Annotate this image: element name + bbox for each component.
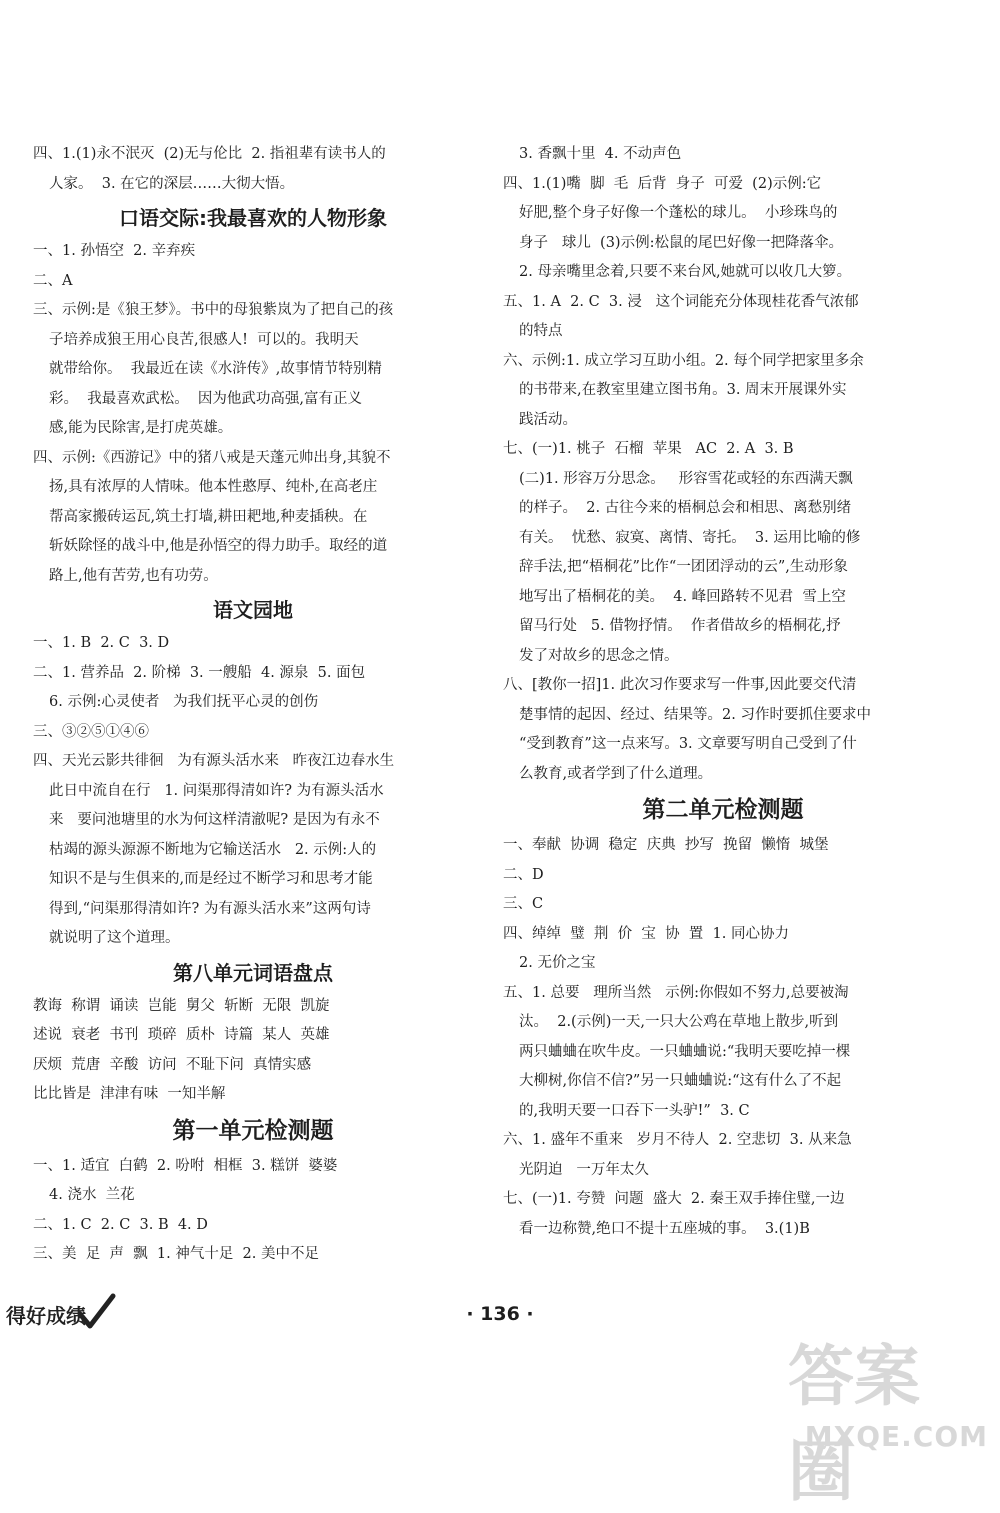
page-number: · 136 · [466,1303,534,1325]
answer-line: 一、1. B 2. C 3. D [33,635,170,651]
checkmark-icon [76,1292,116,1332]
answer-line: 二、1. 营养品 2. 阶梯 3. 一艘船 4. 源泉 5. 面包 [33,664,366,681]
section-heading: 第二单元检测题 [642,797,804,823]
answer-line: 四、1.(1)嘴 脚 毛 后背 身子 可爱 (2)示例:它 [503,175,822,192]
answer-line: 的书带来,在教室里建立图书角。3. 周末开展课外实 [519,382,847,398]
answer-line: 就带给你。 我最近在读《水浒传》,故事情节特别精 [49,361,382,377]
answer-line: 三、美 足 声 飘 1. 神气十足 2. 美中不足 [33,1246,319,1262]
watermark-url: MXQE.COM [804,1420,988,1453]
answer-line: 扬,具有浓厚的人情味。他本性憨厚、纯朴,在高老庄 [49,479,378,495]
watermark [788,1313,988,1510]
answer-line: 的,我明天要一口吞下一头驴!” 3. C [519,1102,750,1119]
answer-line: 二、D [503,866,544,883]
answer-line: 辞手法,把“梧桐花”比作“一团团浮动的云”,生动形象 [519,559,848,575]
answer-line: 大柳树,你信不信?”另一只蛐蛐说:“这有什么了不起 [519,1073,842,1089]
answer-line: 楚事情的起因、经过、结果等。2. 习作时要抓住要求中 [519,706,871,723]
answer-line: 身子 球儿 (3)示例:松鼠的尾巴好像一把降落伞。 [519,234,843,251]
answer-line: 七、(一)1. 夸赞 问题 盛大 2. 秦王双手捧住璧,一边 [503,1191,845,1207]
answer-line: 的样子。 2. 古往今来的梧桐总会和相思、离愁别绪 [519,500,852,516]
answer-line: 四、示例:《西游记》中的猪八戒是天蓬元帅出身,其貌不 [33,449,391,466]
answer-line: 比比皆是 津津有味 一知半解 [33,1086,226,1102]
answer-line: 二、A [33,272,73,289]
answer-line: 就说明了这个道理。 [49,930,180,946]
answer-line: 4. 浇水 兰花 [49,1187,135,1203]
answer-line: 四、1.(1)永不泯灭 (2)无与伦比 2. 指祖辈有读书人的 [33,146,386,162]
answer-line: 感,能为民除害,是打虎英雄。 [49,420,233,436]
answer-line: 二、1. C 2. C 3. B 4. D [33,1216,208,1233]
answer-line: 三、③②⑤①④⑥ [33,723,149,740]
answer-line: 斩妖除怪的战斗中,他是孙悟空的得力助手。取经的道 [49,538,388,554]
section-heading: 第八单元词语盘点 [173,960,333,985]
answer-line: 的特点 [519,323,563,339]
answer-line: 一、奉献 协调 稳定 庆典 抄写 挽留 懒惰 城堡 [503,837,829,853]
answer-line: 么教育,或者学到了什么道理。 [519,765,713,782]
answer-line: 得到,“问渠那得清如许? 为有源头活水来”这两句诗 [49,900,371,917]
answer-line: 彩。 我最喜欢武松。 因为他武功高强,富有正义 [49,390,363,407]
left-column [33,140,473,1270]
answer-line: 汰。 2.(示例)一天,一只大公鸡在草地上散步,听到 [519,1014,839,1030]
answer-line: 三、C [503,896,544,912]
answer-line: 人家。 3. 在它的深层……大彻大悟。 [49,175,295,192]
answer-line: 6. 示例:心灵使者 为我们抚平心灵的创伤 [49,694,319,710]
answer-line: 五、1. A 2. C 3. 浸 这个词能充分体现桂花香气浓郁 [503,293,859,310]
answer-line: 枯竭的源头源源不断地为它输送活水 2. 示例:人的 [49,841,377,858]
answer-line: 光阴迫 一万年太久 [519,1161,649,1178]
answer-line: 践活动。 [519,411,577,428]
answer-line: 2. 母亲嘴里念着,只要不来台风,她就可以收几大箩。 [519,264,852,280]
answer-line: 两只蛐蛐在吹牛皮。一只蛐蛐说:“我明天要吃掉一棵 [519,1043,851,1060]
answer-line: 有关。 忧愁、寂寞、离情、寄托。 3. 运用比喻的修 [519,529,861,546]
answer-line: 此日中流自在行 1. 问渠那得清如许? 为有源头活水 [49,782,384,799]
right-column [503,140,943,1244]
answer-line: 帮高家搬砖运瓦,筑土打墙,耕田耙地,种麦插秧。在 [49,508,368,525]
answer-line: 知识不是与生俱来的,而是经过不断学习和思考才能 [49,871,373,887]
answer-line: 七、(一)1. 桃子 石榴 苹果 AC 2. A 3. B [503,441,794,457]
answer-line: “受到教育”这一点来写。3. 文章要写明自己受到了什 [519,736,857,752]
watermark-logo: 答案圈 [788,1338,920,1510]
section-heading: 口语交际:我最喜欢的人物形象 [119,206,387,230]
answer-line: 好肥,整个身子好像一个蓬松的球儿。 小珍珠鸟的 [519,205,838,221]
answer-line: 子培养成狼王用心良苦,很感人! 可以的。我明天 [49,331,359,348]
answer-line: 厌烦 荒唐 辛酸 访问 不耻下问 真情实感 [33,1056,312,1073]
answer-line: 述说 衰老 书刊 琐碎 质朴 诗篇 某人 英雄 [33,1027,330,1043]
answer-line: 来 要问池塘里的水为何这样清澈呢? 是因为有永不 [49,812,380,828]
answer-line: 三、示例:是《狼王梦》。书中的母狼紫岚为了把自己的孩 [33,302,394,318]
answer-line: 五、1. 总要 理所当然 示例:你假如不努力,总要被淘 [503,984,849,1001]
answer-line: 教诲 称谓 诵读 岂能 舅父 斩断 无限 凯旋 [33,997,330,1014]
answer-line: 看一边称赞,绝口不提十五座城的事。 3.(1)B [519,1220,810,1237]
answer-line: 发了对故乡的思念之情。 [519,647,679,664]
answer-line: 留马行处 5. 借物抒情。 作者借故乡的梧桐花,抒 [519,618,841,634]
answer-line: 一、1. 孙悟空 2. 辛弃疾 [33,243,196,259]
answer-line: 六、1. 盛年不重来 岁月不待人 2. 空悲切 3. 从来急 [503,1132,852,1148]
answer-line: 一、1. 适宜 白鹤 2. 吩咐 相框 3. 糕饼 婆婆 [33,1157,338,1174]
answer-line: (二)1. 形容万分思念。 形容雪花或轻的东西满天飘 [519,470,853,487]
section-heading: 语文园地 [213,598,293,622]
answer-line: 四、天光云影共徘徊 为有源头活水来 昨夜江边春水生 [33,753,395,769]
answer-line: 四、绰绰 璧 荆 价 宝 协 置 1. 同心协力 [503,925,789,942]
answer-line: 2. 无价之宝 [519,955,596,971]
answer-line: 地写出了梧桐花的美。 4. 峰回路转不见君 雪上空 [519,588,846,605]
answer-line: 八、[教你一招]1. 此次习作要求写一件事,因此要交代清 [503,677,857,693]
section-heading: 第一单元检测题 [172,1117,334,1144]
answer-line: 3. 香飘十里 4. 不动声色 [519,146,682,162]
brand-logo-text: 得好成绩 [6,1304,86,1328]
answer-line: 路上,他有苦劳,也有功劳。 [49,567,218,584]
answer-line: 六、示例:1. 成立学习互助小组。2. 每个同学把家里多余 [503,352,864,369]
